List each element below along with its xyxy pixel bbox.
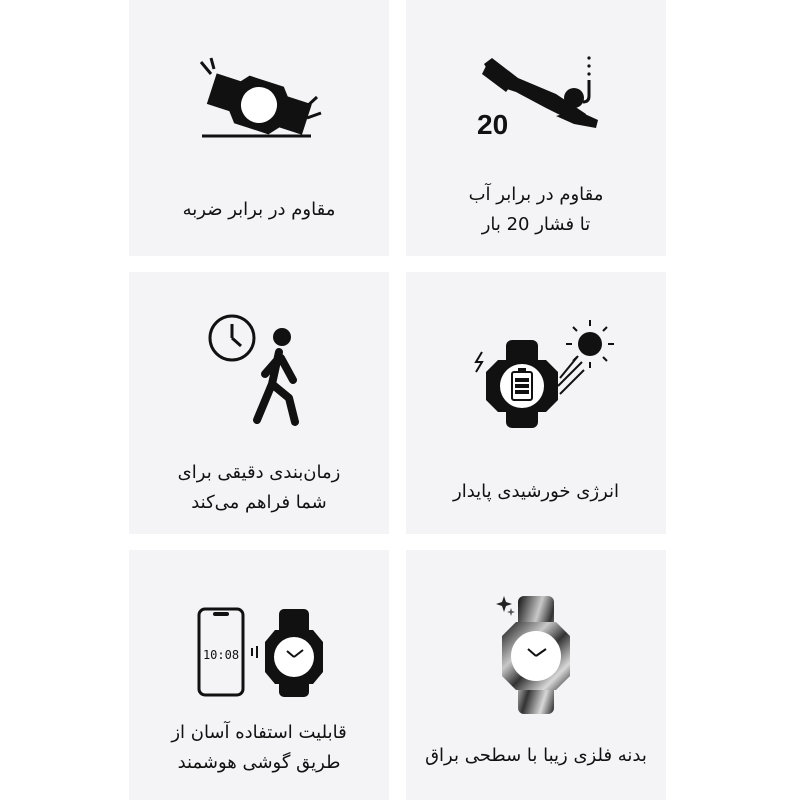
caption-line: بدنه فلزی زیبا با سطحی براق (425, 745, 647, 766)
phone-time: 10:08 (202, 648, 240, 662)
metal-shiny-watch-icon (446, 592, 626, 722)
caption-line: طریق گوشی هوشمند (177, 752, 341, 773)
feature-caption (139, 458, 379, 518)
caption-line: مقاوم در برابر ضربه (182, 199, 336, 220)
solar-powered-watch-icon (446, 312, 626, 442)
caption-line: شما فراهم می‌کند (191, 492, 327, 513)
feature-caption (416, 477, 656, 507)
water-resistant-diver-icon (446, 50, 626, 180)
caption-line: قابلیت استفاده آسان از (171, 722, 347, 743)
feature-card-water (406, 0, 666, 256)
caption-line: زمان‌بندی دقیقی برای (177, 462, 341, 483)
caption-line: انرژی خورشیدی پایدار (453, 481, 619, 502)
feature-caption (416, 180, 656, 240)
feature-caption (139, 718, 379, 778)
feature-caption (416, 741, 656, 771)
smartphone-link-watch-icon (169, 602, 349, 732)
clock-walking-person-icon (169, 312, 349, 442)
depth-label: 20 (477, 109, 509, 140)
shock-resistant-watch-icon (169, 50, 349, 180)
caption-line: تا فشار 20 بار (481, 214, 591, 235)
feature-caption (139, 195, 379, 225)
feature-card-metal (406, 550, 666, 800)
caption-line: مقاوم در برابر آب (468, 184, 604, 205)
feature-card-timing (129, 272, 389, 534)
feature-card-shock (129, 0, 389, 256)
feature-card-smartphone (129, 550, 389, 800)
feature-card-solar (406, 272, 666, 534)
